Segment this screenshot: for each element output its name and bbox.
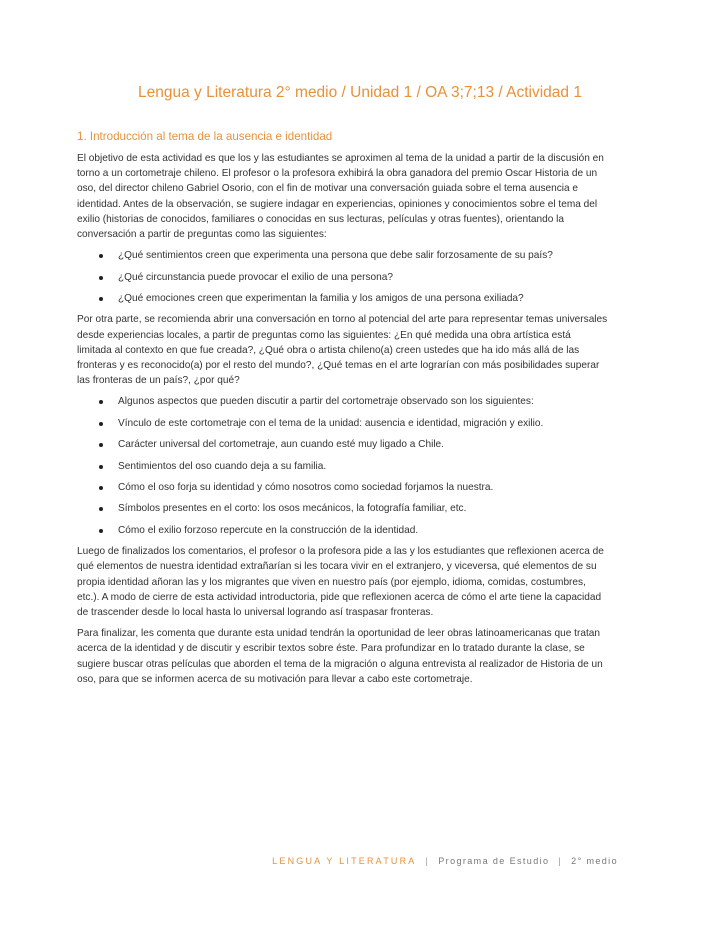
list-item	[77, 270, 608, 285]
aspect-text: Carácter universal del cortometraje, aun cuando esté muy ligado a Chile.	[118, 439, 444, 451]
list-item	[77, 459, 608, 474]
footer-program: Programa de Estudio	[438, 856, 550, 866]
bullet-icon	[99, 507, 103, 511]
bullet-icon	[99, 486, 103, 490]
footer-separator: |	[425, 856, 430, 866]
bullet-icon	[99, 529, 103, 533]
aspect-text: Cómo el oso forja su identidad y cómo nosotros como sociedad forjamos la nuestra.	[118, 481, 494, 493]
bullet-icon	[99, 297, 103, 301]
document-body	[77, 151, 608, 693]
list-item	[77, 523, 608, 538]
reflection-paragraph: Luego de finalizados los comentarios, el profesor o la profesora pide a las y los estudiantes que reflexionen acerca de qué elementos de nuestra identidad extrañarían si les tocara vivir en el extranjero, y viceversa, qué elementos de su propia identidad añoran las y los migrantes que viven en nuestro país (por ejemplo, idioma, comidas, costumbres, etc.). A modo de cierre de esta actividad introductoria, pide que reflexionen acerca de cómo el arte tiene la capacidad de trascender desde lo local hasta lo universal logrando así traspasar fronteras.	[77, 546, 604, 618]
footer-separator: |	[558, 856, 563, 866]
bullet-icon	[99, 465, 103, 469]
question-text: ¿Qué emociones creen que experimentan la familia y los amigos de una persona exiliada?	[118, 293, 524, 304]
list-item	[77, 437, 608, 452]
footer-subject: LENGUA Y LITERATURA	[272, 856, 417, 866]
aspect-text: Sentimientos del oso cuando deja a su familia.	[118, 460, 327, 472]
bullet-icon	[99, 400, 103, 404]
questions-list	[77, 248, 608, 306]
bullet-icon	[99, 422, 103, 426]
closing-paragraph: Para finalizar, les comenta que durante esta unidad tendrán la oportunidad de leer obras latinoamericanas que tratan acerca de la identidad y de discutir y escribir textos sobre éste. Para profundizar en lo tratado durante la clase, se sugiere buscar otras películas que aborden el tema de la migración o alguna entrevista al realizador de Historia de un oso, para que se informen acerca de su motivación para llevar a cabo este cortometraje.	[77, 628, 603, 685]
list-item	[77, 501, 608, 516]
bullet-icon	[99, 254, 103, 258]
aspect-text: Algunos aspectos que pueden discutir a partir del cortometraje observado son los siguientes:	[118, 396, 534, 408]
footer-grade: 2° medio	[571, 856, 618, 866]
page-footer	[272, 856, 618, 866]
list-item	[77, 480, 608, 495]
list-item	[77, 248, 608, 263]
intro-paragraph: El objetivo de esta actividad es que los y las estudiantes se aproximen al tema de la unidad a partir de la discusión en torno a un cortometraje chileno. El profesor o la profesora exhibirá la obra ganadora del premio Oscar Historia de un oso, del director chileno Gabriel Osorio, con el fin de motivar una conversación guiada sobre el tema ausencia e identidad. Antes de la observación, se sugiere indagar en experiencias, opiniones y conocimientos sobre el tema del exilio (historias de conocidos, familiares o conocidas en sus lecturas, películas y otras fuentes), orientando la conversación a partir de preguntas como las siguientes:	[77, 153, 604, 241]
aspect-text: Símbolos presentes en el corto: los osos mecánicos, la fotografía familiar, etc.	[118, 503, 467, 515]
bullet-icon	[99, 276, 103, 280]
list-item	[77, 416, 608, 431]
list-item	[77, 394, 608, 409]
art-paragraph: Por otra parte, se recomienda abrir una conversación en torno al potencial del arte para representar temas universales desde experiencias locales, a partir de preguntas como las siguientes: ¿En qué medida una obra artística está limitada al contexto en que fue creada?, ¿Qué obra o artista chileno(a) creen ustedes que ha ido más allá de las fronteras y es reconocido(a) por el resto del mundo?, ¿Qué temas en el arte lograrían con más posibilidades superar las fronteras de un país?, ¿por qué?	[77, 314, 608, 387]
aspect-text: Vínculo de este cortometraje con el tema de la unidad: ausencia e identidad, migración y exilio.	[118, 417, 544, 429]
aspects-list	[77, 394, 608, 538]
aspect-text: Cómo el exilio forzoso repercute en la construcción de la identidad.	[118, 524, 419, 536]
bullet-icon	[99, 443, 103, 447]
question-text: ¿Qué circunstancia puede provocar el exilio de una persona?	[118, 271, 393, 283]
section-heading: 1. Introducción al tema de la ausencia e identidad	[77, 130, 333, 143]
page-title: Lengua y Literatura 2° medio / Unidad 1 / OA 3;7;13 / Actividad 1	[138, 84, 582, 101]
question-text: ¿Qué sentimientos creen que experimenta una persona que debe salir forzosamente de su país?	[118, 250, 553, 262]
list-item	[77, 291, 608, 306]
